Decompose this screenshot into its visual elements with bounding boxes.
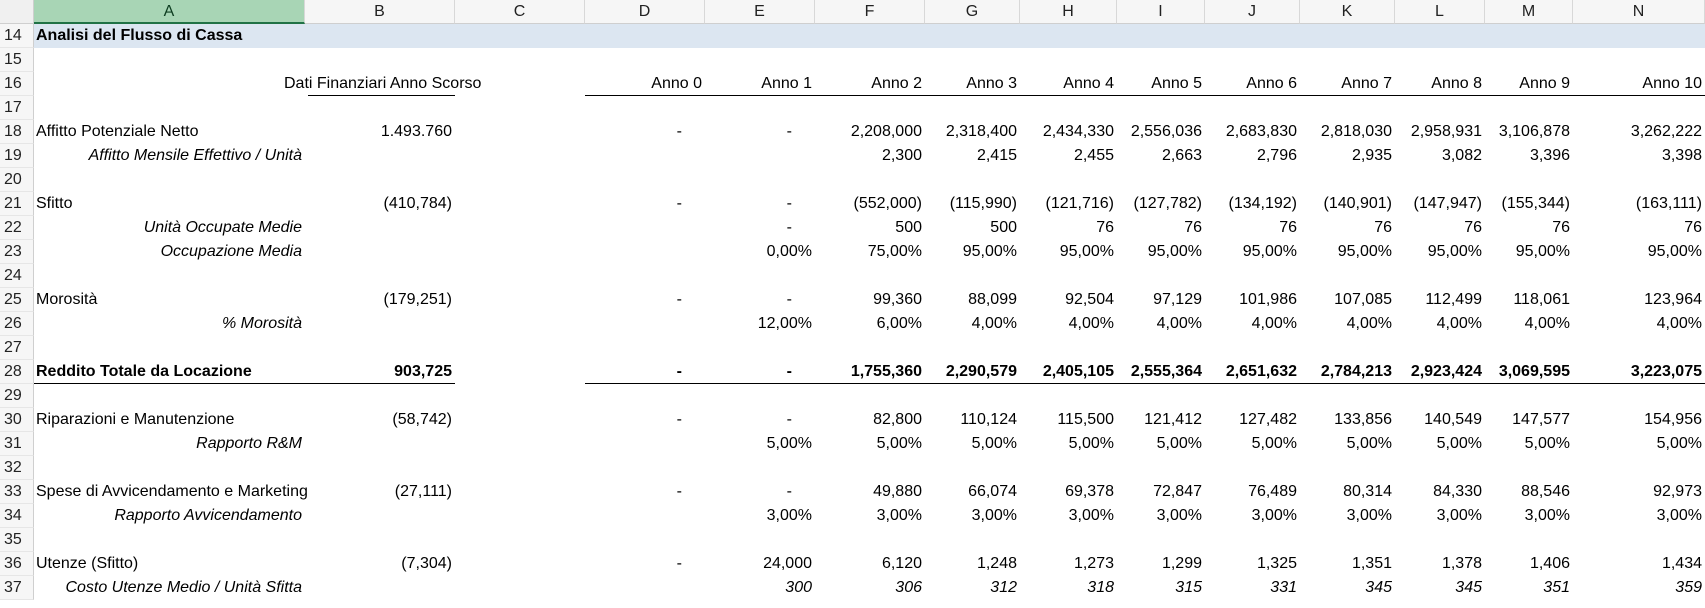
value-cell[interactable]: 76 <box>1374 219 1392 236</box>
value-cell[interactable]: 2,683,830 <box>1225 123 1297 140</box>
year-header[interactable]: Anno 4 <box>1063 75 1114 92</box>
value-cell[interactable]: 72,847 <box>1153 483 1202 500</box>
row-label[interactable]: Utenze (Sfitto) <box>36 555 139 572</box>
value-cell[interactable]: - <box>786 411 792 428</box>
value-cell[interactable]: - <box>676 483 682 500</box>
value-cell[interactable]: 115,500 <box>1057 411 1114 428</box>
last-year-value[interactable]: 1.493.760 <box>380 123 452 140</box>
last-year-value[interactable]: (27,111) <box>394 483 452 500</box>
value-cell[interactable]: 3,00% <box>1436 507 1482 524</box>
value-cell[interactable]: 92,504 <box>1065 291 1114 308</box>
value-cell[interactable]: 4,00% <box>1156 315 1202 332</box>
header-underline <box>308 95 455 96</box>
column-header-h[interactable]: H <box>1020 0 1117 24</box>
row-label[interactable]: Costo Utenze Medio / Unità Sfitta <box>65 579 302 596</box>
value-cell[interactable]: 2,935 <box>1351 147 1392 164</box>
select-all-corner[interactable] <box>0 0 34 24</box>
value-cell[interactable]: - <box>786 195 792 212</box>
value-cell[interactable]: 101,986 <box>1239 291 1297 308</box>
value-cell[interactable]: 3,069,595 <box>1498 363 1570 380</box>
year-header[interactable]: Anno 10 <box>1642 75 1702 92</box>
column-header-d[interactable]: D <box>585 0 705 24</box>
row-header-16[interactable]: 16 <box>0 72 34 96</box>
value-cell[interactable]: 2,455 <box>1073 147 1114 164</box>
value-cell[interactable]: 351 <box>1543 579 1570 596</box>
row-header-19[interactable]: 19 <box>0 144 34 168</box>
value-cell[interactable]: 3,00% <box>971 507 1017 524</box>
value-cell[interactable]: 2,923,424 <box>1410 363 1482 380</box>
value-cell[interactable] <box>585 576 705 600</box>
value-cell[interactable]: - <box>676 411 682 428</box>
value-cell[interactable]: 5,00% <box>1156 435 1202 452</box>
row-header-37[interactable]: 37 <box>0 576 34 600</box>
value-cell[interactable]: 4,00% <box>1346 315 1392 332</box>
value-cell[interactable]: 92,973 <box>1653 483 1702 500</box>
value-cell[interactable]: 5,00% <box>1524 435 1570 452</box>
value-cell[interactable]: - <box>676 195 682 212</box>
value-cell[interactable]: (140,901) <box>1323 195 1392 212</box>
value-cell[interactable]: - <box>676 363 682 380</box>
value-cell[interactable]: 4,00% <box>971 315 1017 332</box>
value-cell[interactable]: - <box>786 363 792 380</box>
row-header-22[interactable]: 22 <box>0 216 34 240</box>
value-cell[interactable]: 80,314 <box>1343 483 1392 500</box>
value-cell[interactable]: 121,412 <box>1144 411 1202 428</box>
value-cell[interactable]: 95,00% <box>1337 243 1392 260</box>
value-cell[interactable]: 3,00% <box>1156 507 1202 524</box>
value-cell[interactable]: 5,00% <box>1251 435 1297 452</box>
value-cell[interactable]: 5,00% <box>766 435 812 452</box>
value-cell[interactable]: 4,00% <box>1524 315 1570 332</box>
row-header-31[interactable]: 31 <box>0 432 34 456</box>
row-header-21[interactable]: 21 <box>0 192 34 216</box>
value-cell[interactable]: 2,818,030 <box>1320 123 1392 140</box>
value-cell[interactable]: 2,958,931 <box>1410 123 1482 140</box>
value-cell[interactable]: 2,651,632 <box>1225 363 1297 380</box>
value-cell[interactable]: 300 <box>785 579 812 596</box>
value-cell[interactable]: 147,577 <box>1512 411 1570 428</box>
year-header[interactable]: Anno 7 <box>1341 75 1392 92</box>
value-cell[interactable]: 49,880 <box>873 483 922 500</box>
value-cell[interactable]: 5,00% <box>1436 435 1482 452</box>
value-cell[interactable]: 2,555,364 <box>1130 363 1202 380</box>
row-label[interactable]: Unità Occupate Medie <box>143 219 302 236</box>
year-header[interactable]: Anno 1 <box>761 75 812 92</box>
value-cell[interactable]: 95,00% <box>1515 243 1570 260</box>
value-cell[interactable] <box>585 240 705 264</box>
value-cell[interactable]: 0,00% <box>766 243 812 260</box>
value-cell[interactable]: 1,351 <box>1351 555 1392 572</box>
value-cell[interactable]: 3,082 <box>1441 147 1482 164</box>
row-header-24[interactable]: 24 <box>0 264 34 288</box>
value-cell[interactable]: (127,782) <box>1133 195 1202 212</box>
value-cell[interactable]: (115,990) <box>949 195 1017 212</box>
value-cell[interactable]: 69,378 <box>1065 483 1114 500</box>
value-cell[interactable]: 500 <box>895 219 922 236</box>
value-cell[interactable]: 82,800 <box>873 411 922 428</box>
value-cell[interactable]: 2,434,330 <box>1042 123 1114 140</box>
last-year-value[interactable]: (179,251) <box>383 291 452 308</box>
value-cell[interactable]: 2,208,000 <box>850 123 922 140</box>
value-cell[interactable]: 133,856 <box>1334 411 1392 428</box>
row-header-15[interactable]: 15 <box>0 48 34 72</box>
value-cell[interactable]: 5,00% <box>1068 435 1114 452</box>
value-cell[interactable]: 3,00% <box>1346 507 1392 524</box>
value-cell[interactable]: 315 <box>1175 579 1202 596</box>
value-cell[interactable]: 4,00% <box>1068 315 1114 332</box>
year-header[interactable]: Anno 0 <box>651 75 702 92</box>
value-cell[interactable]: 6,00% <box>876 315 922 332</box>
value-cell[interactable]: 154,956 <box>1644 411 1702 428</box>
value-cell[interactable]: 318 <box>1087 579 1114 596</box>
row-label[interactable]: Riparazioni e Manutenzione <box>36 411 235 428</box>
value-cell[interactable]: 4,00% <box>1656 315 1702 332</box>
value-cell[interactable]: 5,00% <box>876 435 922 452</box>
value-cell[interactable]: - <box>676 291 682 308</box>
value-cell[interactable]: 66,074 <box>968 483 1017 500</box>
value-cell[interactable] <box>585 504 705 528</box>
value-cell[interactable]: 1,434 <box>1661 555 1702 572</box>
value-cell[interactable]: 110,124 <box>960 411 1017 428</box>
row-header-14[interactable]: 14 <box>0 24 34 48</box>
value-cell[interactable]: 3,00% <box>1068 507 1114 524</box>
value-cell[interactable] <box>585 312 705 336</box>
row-header-27[interactable]: 27 <box>0 336 34 360</box>
value-cell[interactable]: - <box>786 123 792 140</box>
row-header-29[interactable]: 29 <box>0 384 34 408</box>
value-cell[interactable]: 84,330 <box>1433 483 1482 500</box>
year-header[interactable]: Anno 9 <box>1519 75 1570 92</box>
value-cell[interactable]: 1,755,360 <box>850 363 922 380</box>
value-cell[interactable]: 1,378 <box>1441 555 1482 572</box>
value-cell[interactable]: - <box>786 483 792 500</box>
year-header[interactable]: Anno 8 <box>1431 75 1482 92</box>
row-header-25[interactable]: 25 <box>0 288 34 312</box>
value-cell[interactable]: 95,00% <box>1147 243 1202 260</box>
value-cell[interactable]: 306 <box>895 579 922 596</box>
year-header[interactable]: Anno 6 <box>1246 75 1297 92</box>
column-header-a[interactable]: A <box>34 0 305 24</box>
column-header-f[interactable]: F <box>815 0 925 24</box>
value-cell[interactable]: 76 <box>1552 219 1570 236</box>
year-header[interactable]: Anno 3 <box>966 75 1017 92</box>
value-cell[interactable]: 3,223,075 <box>1630 363 1702 380</box>
row-header-33[interactable]: 33 <box>0 480 34 504</box>
value-cell[interactable]: 127,482 <box>1239 411 1297 428</box>
value-cell[interactable]: 76 <box>1684 219 1702 236</box>
value-cell[interactable]: 118,061 <box>1513 291 1570 308</box>
value-cell[interactable]: (121,716) <box>1045 195 1114 212</box>
value-cell[interactable]: 95,00% <box>1242 243 1297 260</box>
value-cell[interactable]: 5,00% <box>1346 435 1392 452</box>
value-cell[interactable]: 2,556,036 <box>1130 123 1202 140</box>
value-cell[interactable]: 88,099 <box>968 291 1017 308</box>
value-cell[interactable]: 1,248 <box>976 555 1017 572</box>
value-cell[interactable]: 95,00% <box>1647 243 1702 260</box>
last-year-value[interactable]: (7,304) <box>401 555 452 572</box>
value-cell[interactable]: - <box>676 123 682 140</box>
row-label[interactable]: Morosità <box>36 291 98 308</box>
year-header[interactable]: Anno 5 <box>1151 75 1202 92</box>
value-cell[interactable]: 2,415 <box>976 147 1017 164</box>
row-header-18[interactable]: 18 <box>0 120 34 144</box>
header-underline <box>585 95 1705 96</box>
row-label[interactable]: Analisi del Flusso di Cassa <box>36 27 243 44</box>
value-cell[interactable]: 2,663 <box>1161 147 1202 164</box>
row-header-36[interactable]: 36 <box>0 552 34 576</box>
row-header-28[interactable]: 28 <box>0 360 34 384</box>
value-cell[interactable]: (552,000) <box>853 195 922 212</box>
value-cell[interactable]: 500 <box>990 219 1017 236</box>
value-cell[interactable]: 3,262,222 <box>1630 123 1702 140</box>
value-cell[interactable]: 76,489 <box>1248 483 1297 500</box>
value-cell[interactable]: 312 <box>990 579 1017 596</box>
column-header-l[interactable]: L <box>1395 0 1485 24</box>
value-cell[interactable]: 2,784,213 <box>1320 363 1392 380</box>
value-cell[interactable]: 75,00% <box>867 243 922 260</box>
row-label[interactable]: Reddito Totale da Locazione <box>36 363 252 380</box>
value-cell[interactable]: 5,00% <box>1656 435 1702 452</box>
value-cell[interactable]: 76 <box>1184 219 1202 236</box>
year-header[interactable]: Anno 2 <box>871 75 922 92</box>
value-cell[interactable]: - <box>676 555 682 572</box>
value-cell[interactable]: 345 <box>1365 579 1392 596</box>
value-cell[interactable]: 107,085 <box>1334 291 1392 308</box>
value-cell[interactable]: 1,299 <box>1161 555 1202 572</box>
row-header-26[interactable]: 26 <box>0 312 34 336</box>
value-cell[interactable]: 2,405,105 <box>1042 363 1114 380</box>
row-label[interactable]: Sfitto <box>36 195 73 212</box>
row-label[interactable]: Rapporto Avvicendamento <box>114 507 302 524</box>
value-cell[interactable]: 3,00% <box>1524 507 1570 524</box>
column-header-g[interactable]: G <box>925 0 1020 24</box>
row-header-20[interactable]: 20 <box>0 168 34 192</box>
value-cell[interactable]: 3,00% <box>766 507 812 524</box>
value-cell[interactable]: 95,00% <box>1059 243 1114 260</box>
value-cell[interactable]: 12,00% <box>757 315 812 332</box>
column-header-m[interactable]: M <box>1485 0 1573 24</box>
last-year-value[interactable]: (58,742) <box>392 411 452 428</box>
value-cell[interactable]: - <box>786 291 792 308</box>
column-header-b[interactable]: B <box>305 0 455 24</box>
value-cell[interactable]: 4,00% <box>1436 315 1482 332</box>
row-header-30[interactable]: 30 <box>0 408 34 432</box>
row-label[interactable]: Spese di Avvicendamento e Marketing <box>36 483 308 500</box>
value-cell[interactable]: 99,360 <box>873 291 922 308</box>
value-cell[interactable]: 3,106,878 <box>1498 123 1570 140</box>
column-header-e[interactable]: E <box>705 0 815 24</box>
total-underline <box>34 383 455 384</box>
value-cell[interactable]: 76 <box>1279 219 1297 236</box>
row-label[interactable]: Affitto Mensile Effettivo / Unità <box>88 147 302 164</box>
value-cell[interactable]: 4,00% <box>1251 315 1297 332</box>
value-cell[interactable]: 97,129 <box>1153 291 1202 308</box>
last-year-value[interactable]: 903,725 <box>394 363 452 380</box>
value-cell[interactable]: 1,325 <box>1256 555 1297 572</box>
column-header-c[interactable]: C <box>455 0 585 24</box>
value-cell[interactable]: 3,398 <box>1661 147 1702 164</box>
value-cell[interactable]: (163,111) <box>1635 195 1702 212</box>
column-header-i[interactable]: I <box>1117 0 1205 24</box>
value-cell[interactable] <box>585 432 705 456</box>
value-cell[interactable]: 95,00% <box>1427 243 1482 260</box>
row-header-17[interactable]: 17 <box>0 96 34 120</box>
value-cell[interactable]: 3,396 <box>1529 147 1570 164</box>
value-cell[interactable]: 2,318,400 <box>945 123 1017 140</box>
value-cell[interactable] <box>585 216 705 240</box>
value-cell[interactable]: 112,499 <box>1425 291 1482 308</box>
column-header-j[interactable]: J <box>1205 0 1300 24</box>
value-cell[interactable]: 359 <box>1675 579 1702 596</box>
value-cell[interactable]: 76 <box>1096 219 1114 236</box>
row-header-35[interactable]: 35 <box>0 528 34 552</box>
row-label[interactable]: Occupazione Media <box>160 243 302 260</box>
value-cell[interactable]: (155,344) <box>1501 195 1570 212</box>
value-cell[interactable]: 24,000 <box>763 555 812 572</box>
value-cell[interactable]: 95,00% <box>962 243 1017 260</box>
value-cell[interactable]: - <box>786 219 792 236</box>
row-label[interactable]: % Morosità <box>221 315 302 332</box>
value-cell[interactable] <box>705 144 815 168</box>
value-cell[interactable] <box>585 144 705 168</box>
value-cell[interactable]: 3,00% <box>876 507 922 524</box>
row-header-23[interactable]: 23 <box>0 240 34 264</box>
row-header-32[interactable]: 32 <box>0 456 34 480</box>
value-cell[interactable]: 345 <box>1455 579 1482 596</box>
value-cell[interactable]: 6,120 <box>881 555 922 572</box>
value-cell[interactable]: 331 <box>1270 579 1297 596</box>
total-underline <box>585 383 1705 384</box>
value-cell[interactable]: 76 <box>1464 219 1482 236</box>
value-cell[interactable]: 123,964 <box>1644 291 1702 308</box>
value-cell[interactable]: 2,300 <box>881 147 922 164</box>
last-year-value[interactable]: (410,784) <box>383 195 452 212</box>
value-cell[interactable]: 1,406 <box>1529 555 1570 572</box>
value-cell[interactable]: 88,546 <box>1521 483 1570 500</box>
value-cell[interactable]: 3,00% <box>1251 507 1297 524</box>
value-cell[interactable]: (147,947) <box>1413 195 1482 212</box>
value-cell[interactable]: (134,192) <box>1228 195 1297 212</box>
row-label[interactable]: Affitto Potenziale Netto <box>36 123 199 140</box>
row-label[interactable]: Rapporto R&M <box>196 435 302 452</box>
value-cell[interactable]: 2,796 <box>1256 147 1297 164</box>
row-header-34[interactable]: 34 <box>0 504 34 528</box>
value-cell[interactable]: 5,00% <box>971 435 1017 452</box>
value-cell[interactable]: 1,273 <box>1073 555 1114 572</box>
column-header-n[interactable]: N <box>1573 0 1705 24</box>
value-cell[interactable]: 140,549 <box>1424 411 1482 428</box>
value-cell[interactable]: 2,290,579 <box>945 363 1017 380</box>
last-year-header[interactable]: Dati Finanziari Anno Scorso <box>284 75 482 92</box>
column-header-k[interactable]: K <box>1300 0 1395 24</box>
value-cell[interactable]: 3,00% <box>1656 507 1702 524</box>
